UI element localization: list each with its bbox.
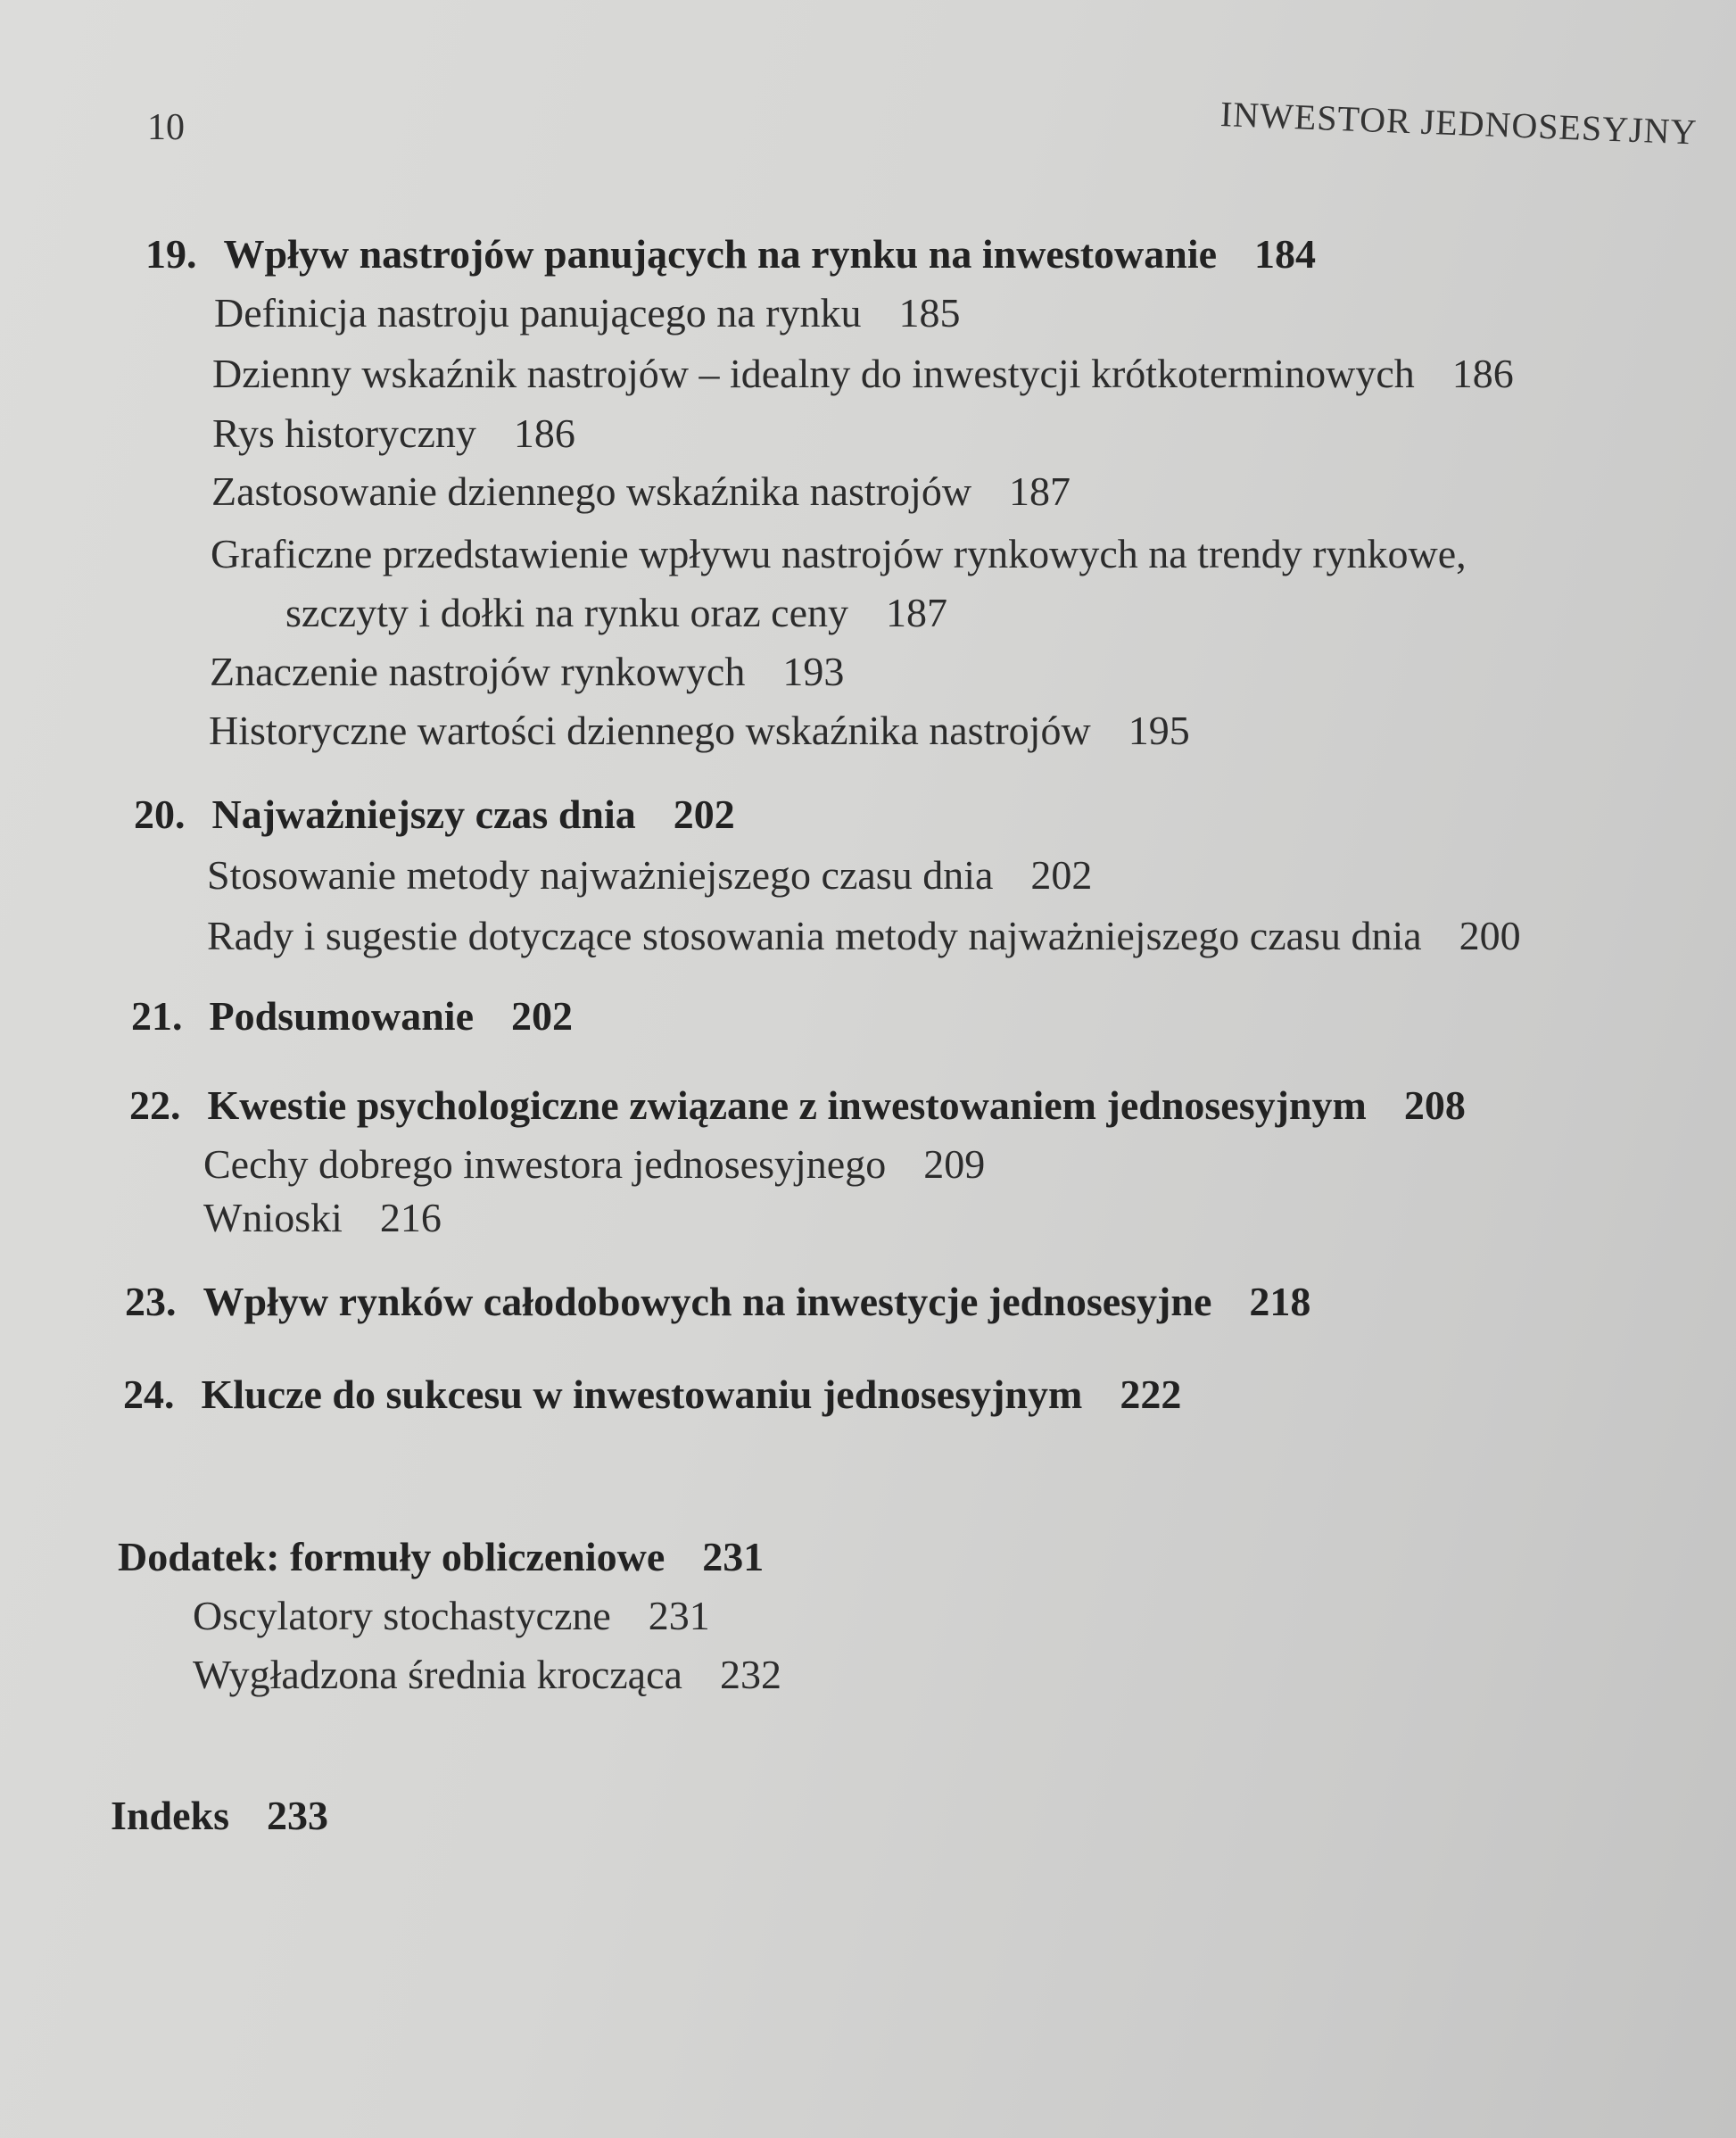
- appendix-title: Dodatek: formuły obliczeniowe: [118, 1534, 665, 1579]
- page-ref: 195: [1128, 708, 1190, 753]
- page-ref: 209: [923, 1141, 986, 1187]
- toc-index: [111, 1795, 328, 1836]
- chapter-number: 22.: [129, 1082, 181, 1128]
- section-title: Wygładzona średnia krocząca: [193, 1652, 682, 1697]
- page-ref: 232: [719, 1652, 781, 1697]
- toc-section: [207, 852, 1093, 898]
- chapter-title: Wpływ rynków całodobowych na inwestycje jednosesyjne: [203, 1279, 1212, 1324]
- section-title: Dzienny wskaźnik nastrojów – idealny do inwestycji krótkoterminowych: [212, 351, 1415, 396]
- page-ref: 200: [1459, 913, 1521, 958]
- chapter-number: 20.: [134, 791, 186, 837]
- section-title: Wnioski: [203, 1195, 343, 1240]
- toc-section: [210, 651, 844, 692]
- toc-section: [212, 410, 575, 456]
- chapter-number: 19.: [145, 231, 197, 277]
- running-title: INWESTOR JEDNOSESYJNY: [1219, 94, 1699, 153]
- page-ref: 233: [266, 1793, 328, 1838]
- toc-section: [207, 913, 1521, 958]
- section-title: Oscylatory stochastyczne: [193, 1593, 611, 1638]
- section-title: Rady i sugestie dotyczące stosowania metody najważniejszego czasu dnia: [207, 913, 1422, 958]
- chapter-title: Kwestie psychologiczne związane z inwestowaniem jednosesyjnym: [207, 1082, 1367, 1128]
- page-ref: 231: [648, 1593, 710, 1638]
- toc-chapter-19: [145, 231, 1317, 277]
- page-number: 10: [147, 107, 185, 148]
- section-title: Graficzne przedstawienie wpływu nastrojów rynkowych na trendy rynkowe,: [211, 531, 1467, 576]
- page-ref: 193: [782, 649, 845, 694]
- index-title: Indeks: [111, 1793, 229, 1838]
- page-ref: 202: [673, 791, 735, 837]
- page-ref: 208: [1403, 1082, 1466, 1128]
- toc-chapter-21: [131, 993, 573, 1039]
- page-ref: 202: [1030, 852, 1093, 898]
- section-title: Rys historyczny: [212, 410, 476, 456]
- chapter-title: Podsumowanie: [209, 993, 474, 1039]
- chapter-number: 21.: [131, 993, 183, 1039]
- page-ref: 202: [510, 993, 573, 1039]
- page-ref: 216: [379, 1195, 442, 1240]
- section-title: Zastosowanie dziennego wskaźnika nastrojów: [211, 468, 972, 514]
- toc-section: [214, 290, 961, 336]
- section-title: Cechy dobrego inwestora jednosesyjnego: [203, 1141, 887, 1187]
- section-title: Stosowanie metody najważniejszego czasu dnia: [207, 852, 994, 898]
- page-ref: 222: [1120, 1371, 1182, 1417]
- toc-chapter-22: [129, 1082, 1466, 1128]
- page-ref: 187: [886, 590, 947, 635]
- section-title: Definicja nastroju panującego na rynku: [214, 290, 862, 336]
- chapter-title: Wpływ nastrojów panujących na rynku na inwestowanie: [223, 231, 1218, 277]
- toc-section: [203, 1197, 442, 1239]
- toc-section: [193, 1595, 710, 1637]
- toc-section: [209, 710, 1190, 751]
- toc-section: [211, 531, 1467, 576]
- toc-chapter-20: [134, 791, 735, 837]
- page-ref: 186: [513, 410, 575, 456]
- chapter-number: 24.: [123, 1371, 175, 1417]
- page-ref: 187: [1009, 468, 1071, 514]
- page-ref: 231: [702, 1534, 765, 1579]
- toc-appendix: [118, 1534, 765, 1579]
- toc-section: [212, 353, 1514, 394]
- chapter-number: 23.: [125, 1279, 177, 1324]
- chapter-title: Najważniejszy czas dnia: [211, 791, 636, 837]
- page-ref: 218: [1249, 1279, 1311, 1324]
- toc-section: [203, 1141, 986, 1187]
- toc-chapter-24: [123, 1371, 1182, 1417]
- section-title: Znaczenie nastrojów rynkowych: [210, 649, 746, 694]
- section-title: Historyczne wartości dziennego wskaźnika nastrojów: [209, 708, 1091, 753]
- toc-section: [193, 1654, 781, 1695]
- toc-section: [211, 468, 1071, 514]
- toc-chapter-23: [125, 1281, 1310, 1322]
- toc-section-continued: [285, 590, 947, 635]
- page-ref: 185: [898, 290, 961, 336]
- page-ref: 186: [1451, 351, 1514, 396]
- section-title: szczyty i dołki na rynku oraz ceny: [285, 590, 848, 635]
- page-ref: 184: [1254, 231, 1317, 277]
- chapter-title: Klucze do sukcesu w inwestowaniu jednosesyjnym: [201, 1371, 1083, 1417]
